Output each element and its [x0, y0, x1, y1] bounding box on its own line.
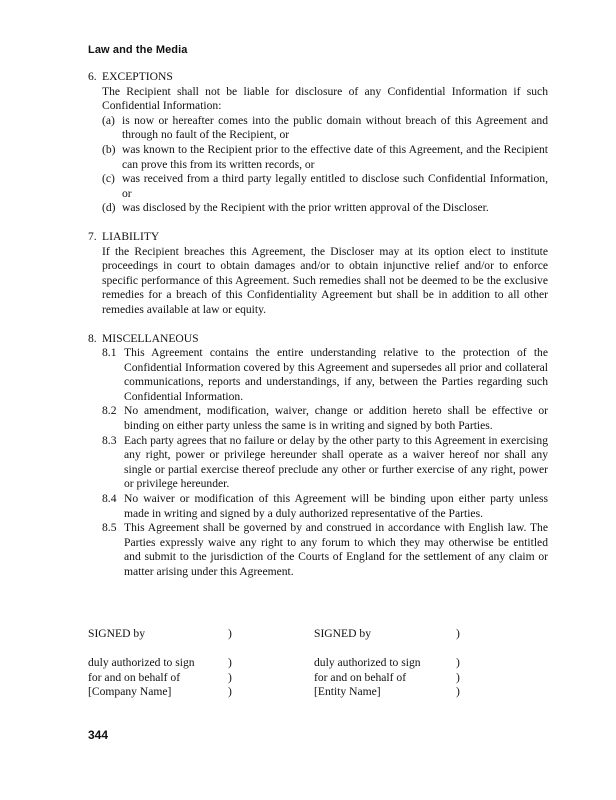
- section-miscellaneous: [88, 332, 548, 580]
- item-text: Each party agrees that no failure or delay by the other party to this Agreement in exercising any right, power or privilege hereunder shall operate as a waiver hereof nor shall any single or partial exercise thereof preclude any other or further exercise of any right, power or privilege hereunder.: [124, 433, 548, 491]
- item-text: This Agreement contains the entire understanding relative to the protection of the Confidential Information covered by this Agreement and supersedes all prior and collateral communications, reports and understandings, if any, between the Parties regarding such Confidential Information.: [124, 346, 548, 403]
- bracket: ): [456, 670, 460, 684]
- item-label: 8.1: [102, 346, 117, 360]
- section-number: 6.: [88, 70, 97, 83]
- item-text: was known to the Recipient prior to the effective date of this Agreement, and the Recipient can prove this from its written records, or: [122, 142, 548, 171]
- bracket: ): [228, 627, 232, 640]
- list-item: [102, 492, 548, 521]
- section-number: 7.: [88, 229, 97, 243]
- item-label: 8.5: [102, 521, 117, 535]
- item-text: This Agreement shall be governed by and construed in accordance with English law. The Parties expressly waive any right to any forum to which they may otherwise be entitled and submit to the jurisdiction of the Courts of England for the settlement of any claim or matter arising under this Agreement.: [124, 521, 548, 578]
- signature-row: [314, 685, 514, 700]
- signed-by-label: SIGNED by: [314, 627, 372, 640]
- bracket: ): [228, 656, 232, 670]
- signed-by-label: SIGNED by: [88, 627, 146, 640]
- bracket: ): [228, 685, 232, 699]
- duly-authorized-label: duly authorized to sign: [88, 656, 195, 670]
- on-behalf-label: for and on behalf of: [88, 670, 181, 684]
- item-label: 8.3: [102, 433, 117, 447]
- on-behalf-label: for and on behalf of: [314, 670, 407, 684]
- list-item: [102, 434, 548, 492]
- list-item: [102, 521, 548, 579]
- section-title: EXCEPTIONS: [102, 70, 173, 83]
- item-text: is now or hereafter comes into the public domain without breach of this Agreement and through no fault of the Recipient, or: [122, 113, 548, 142]
- bracket: ): [228, 670, 232, 684]
- list-item: [102, 404, 548, 433]
- section-liability: [88, 230, 548, 318]
- signature-row: [88, 671, 288, 686]
- signature-row: [88, 656, 288, 671]
- list-item: [102, 346, 548, 404]
- item-label: (b): [102, 142, 116, 156]
- signature-row: [314, 671, 514, 686]
- list-item: [102, 172, 548, 201]
- section-paragraph: If the Recipient breaches this Agreement, the Discloser may at its option elect to institute proceedings in court to obtain damages and/or to obtain injunctive relief and/or to enforce specific performance of this Agreement. Such remedies shall not be deemed to be the exclusive remedies for a breach of this Confidentiality Agreement but shall be in addition to all other remedies available at law or equity.: [102, 244, 548, 316]
- item-text: No amendment, modification, waiver, change or addition hereto shall be effective or binding on either party unless the same is in writing and signed by both Parties.: [124, 404, 548, 433]
- party-name-placeholder: [Entity Name]: [314, 685, 381, 699]
- item-label: (c): [102, 172, 115, 186]
- bracket: ): [456, 685, 460, 699]
- list-item: [102, 143, 548, 172]
- signature-row: [88, 627, 288, 642]
- page-number: 344: [88, 728, 109, 742]
- item-label: (d): [102, 201, 116, 215]
- item-label: 8.2: [102, 404, 117, 418]
- item-text: was received from a third party legally entitled to disclose such Confidential Information, or: [122, 172, 548, 200]
- section-intro: The Recipient shall not be liable for disclosure of any Confidential Information if such Confidential Information:: [102, 84, 548, 113]
- list-item: [102, 114, 548, 143]
- duly-authorized-label: duly authorized to sign: [314, 656, 421, 670]
- item-text: No waiver or modification of this Agreement will be binding upon either party unless made in writing and signed by a duly authorized representative of the Parties.: [124, 492, 548, 520]
- section-number: 8.: [88, 331, 97, 345]
- signature-block-right: [314, 627, 514, 700]
- signature-block-left: [88, 627, 288, 700]
- section-heading: [88, 70, 548, 85]
- item-label: 8.4: [102, 492, 117, 506]
- list-item: [102, 201, 548, 216]
- signature-row: [314, 656, 514, 671]
- section-heading: [88, 230, 548, 245]
- item-label: (a): [102, 113, 115, 127]
- section-title: LIABILITY: [102, 229, 160, 243]
- section-exceptions: [88, 70, 548, 216]
- running-head: Law and the Media: [88, 44, 188, 56]
- document-body: [88, 70, 548, 594]
- section-title: MISCELLANEOUS: [102, 331, 199, 345]
- bracket: ): [456, 627, 460, 640]
- party-name-placeholder: [Company Name]: [88, 685, 172, 699]
- bracket: ): [456, 656, 460, 670]
- item-text: was disclosed by the Recipient with the prior written approval of the Discloser.: [122, 201, 489, 215]
- signature-row: [88, 685, 288, 700]
- section-heading: [88, 332, 548, 347]
- signature-row: [314, 627, 514, 642]
